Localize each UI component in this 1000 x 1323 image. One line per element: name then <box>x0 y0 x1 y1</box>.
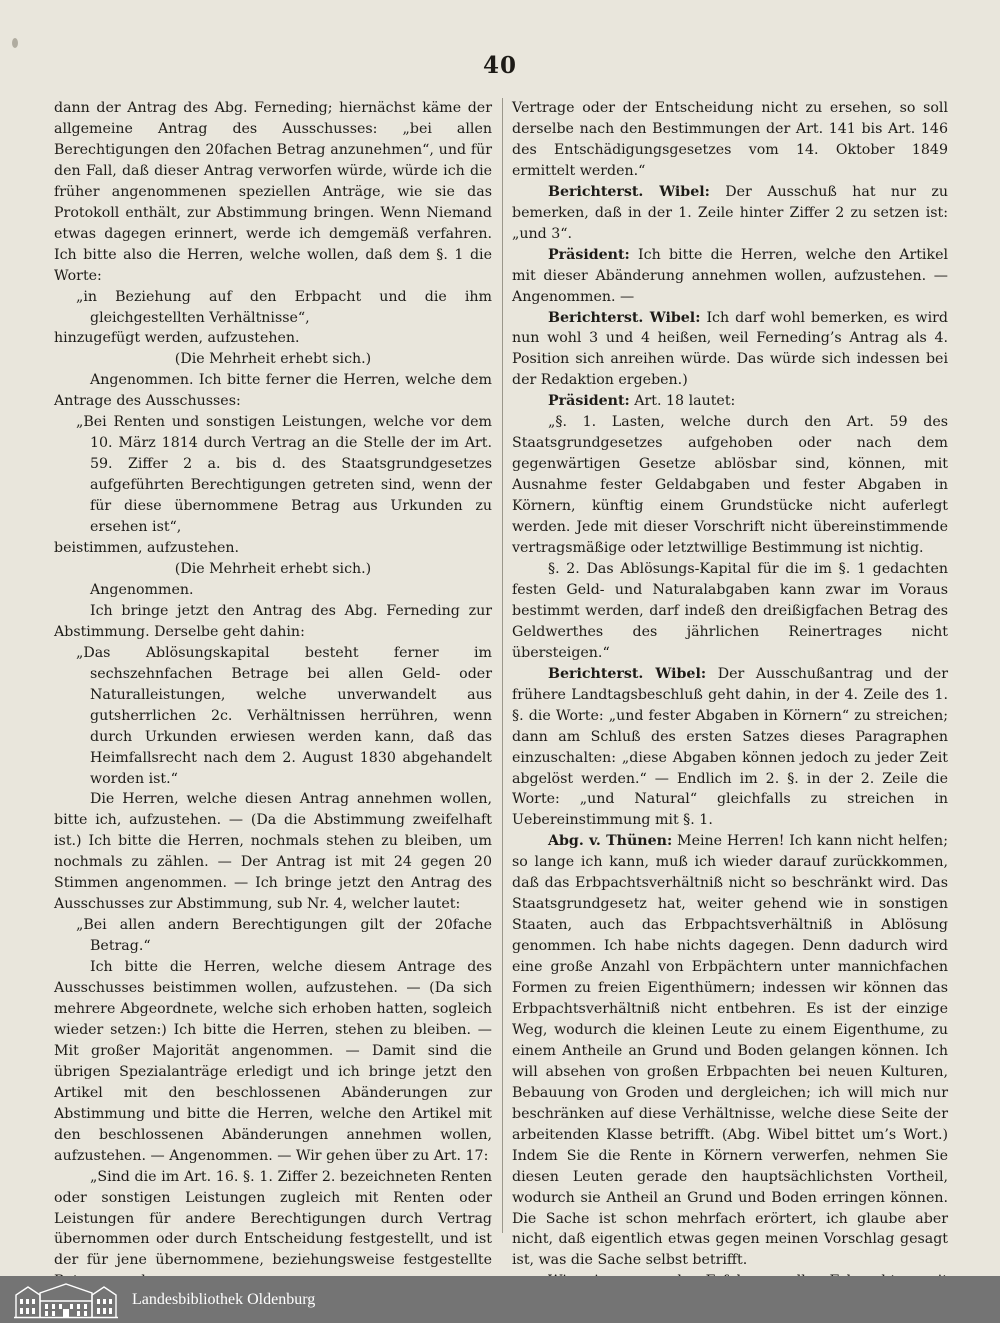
paragraph: Ich bitte die Herren, welche diesem Antrage des Ausschusses beistimmen wollen, aufzustehen. — (Da sich mehrere Abgeordnete, welche sich erhoben hatten, sogleich wieder setzen:) Ich bitte die Herren, stehen zu bleiben. — Mit großer Majorität angenommen. — Damit sind die übrigen Spezialanträge erledigt und ich bringe jetzt den Artikel mit den beschlossenen Abänderungen zur Abstimmung und bitte die Herren, welche den Artikel mit den beschlossenen Abänderungen annehmen wollen, aufzustehen. — Angenommen. — Wir gehen über zu Art. 17: <box>54 959 492 1164</box>
paragraph <box>512 245 948 308</box>
stage-direction: (Die Mehrheit erhebt sich.) <box>174 560 372 577</box>
paragraph: beistimmen, aufzustehen. <box>54 540 240 557</box>
speech-text: Art. 18 lautet: <box>634 393 736 410</box>
paragraph: Ich bringe jetzt den Antrag des Abg. Ferneding zur Abstimmung. Derselbe geht dahin: <box>54 602 492 640</box>
library-footer-bar <box>0 1276 1000 1323</box>
left-text-column <box>54 98 492 1269</box>
stage-direction: (Die Mehrheit erhebt sich.) <box>174 351 372 368</box>
paper-smudge <box>12 38 18 48</box>
library-building-icon <box>14 1281 118 1319</box>
paragraph: Vertrage oder der Entscheidung nicht zu ersehen, so soll derselbe nach den Bestimmungen der Art. 141 bis Art. 146 des Entschädigungsgesetzes vom 14. Oktober 1849 ermittelt werden.“ <box>512 100 948 179</box>
paragraph <box>512 391 948 412</box>
paragraph: Angenommen. <box>90 581 194 598</box>
right-text-column <box>512 98 949 1269</box>
paragraph: Die Herren, welche diesen Antrag annehmen wollen, bitte ich, aufzustehen. — (Da die Abstimmung zweifelhaft ist.) Ich bitte die Herren, nochmals stehen zu bleiben, um nochmals zu zählen. — Der Antrag ist mit 24 gegen 20 Stimmen angenommen. — Ich bringe jetzt den Antrag des Ausschusses zur Abstimmung, sub Nr. 4, welcher lautet: <box>54 791 492 913</box>
quoted-text: „§. 1. Lasten, welche durch den Art. 59 des Staatsgrundgesetzes aufgehoben oder nach dem gegenwärtigen Gesetze ablösbar sind, können, mit Ausnahme fester Geldabgaben und fester Abgaben in Körnern, künftig einem Grundstücke nicht auferlegt werden. Jede mit dieser Vorschrift nicht übereinstimmende vertragsmäßige oder letztwillige Bestimmung ist nichtig. <box>512 414 948 557</box>
paragraph <box>512 831 948 1271</box>
paragraph: dann der Antrag des Abg. Ferneding; hiernächst käme der allgemeine Antrag des Ausschusses: „bei allen Berechtigungen den 20fachen Betrag anzunehmen“, und für den Fall, daß dieser Antrag verworfen würde, würde ich die früher angenommenen speziellen Anträge, wie sie das Protokoll enthält, zur Abstimmung bringen. Wenn Niemand etwas dagegen erinnert, werde ich demgemäß verfahren. Ich bitte also die Herren, welche wollen, daß dem §. 1 die Worte: <box>54 100 492 284</box>
speaker-name: Abg. v. Thünen: <box>548 833 673 850</box>
page-number: 40 <box>482 52 517 79</box>
paragraph <box>512 182 948 245</box>
speech-text: Der Ausschußantrag und der frühere Landtagsbeschluß geht dahin, in der 4. Zeile des 1. §. die Worte: „und fester Abgaben in Körnern“ zu streichen; dann am Schluß des ersten Satzes dieses Paragraphen einzuschalten: „diese Abgaben können jedoch zu jeder Zeit abgelöst werden.“ — Endlich im 2. §. in der 2. Zeile die Worte: „und Natural“ gleichfalls zu streichen in Uebereinstimmung mit §. 1. <box>512 665 948 829</box>
speech-text: Meine Herren! Ich kann nicht helfen; so lange ich kann, muß ich wieder darauf zurückkommen, daß das Erbpachtsverhältniß nicht so beschränkt wird. Das Staatsgrundgesetz hat, weiter gehend wie in sonstigen Staaten, auch das Erbpachtsverhältniß in Ablösung genommen. Ich habe nichts dagegen. Denn dadurch wird eine große Anzahl von Erbpächtern unter mannichfachen Formen zu freien Eigenthümern; indessen wir können das Erbpachtsverhältniß nicht entbehren. Es ist der einzige Weg, wodurch die kleinen Leute zu einem Eigenthume, zu einem Antheile an Grund und Boden gelangen können. Ich will absehen von großen Erbpachten bei neuen Kulturen, Bebauung von Groden und dergleichen; ich will mich nur beschränken auf diese Verhältnisse, welche diese Seite der arbeitenden Klasse betrifft. (Abg. Wibel bittet um’s Wort.) Indem Sie die Rente in Körnern verwerfen, nehmen Sie diesen Leuten gerade den hauptsächlichsten Vortheil, wodurch sie Antheil an Grund und Boden erringen können. Die Sache ist schon mehrfach erörtert, ich glaube aber nicht, daß eigentlich etwas gegen meinen Vorschlag gesagt ist, was die Sache selbst betrifft. <box>512 833 948 1269</box>
quoted-text: „Sind die im Art. 16. §. 1. Ziffer 2. bezeichneten Renten oder sonstigen Leistungen zugleich mit Renten oder Leistungen für andere Berechtigungen durch Vertrag übernommen oder durch Entscheidung festgestellt, und ist der für jene übernommene, beziehungsweise festgestellte <box>54 1168 492 1269</box>
speech-text: Der Ausschuß hat nur zu bemerken, daß in der 1. Zeile hinter Ziffer 2 zu setzen ist: „und 3“. <box>512 183 948 242</box>
speaker-name: Präsident: <box>548 246 630 263</box>
speaker-name: Berichterst. Wibel: <box>548 309 701 326</box>
column-divider <box>502 98 503 1233</box>
paragraph <box>512 664 948 832</box>
speech-text: Ich bitte die Herren, welche den Artikel mit dieser Abänderung annehmen wollen, aufzustehen. — Angenommen. — <box>512 246 949 305</box>
speech-text: Ich darf wohl bemerken, es wird nun wohl 3 und 4 heißen, weil Ferneding’s Antrag als 4. Position sich anreihen würde. Das würde sich indessen bei der Redaktion ergeben.) <box>512 309 948 389</box>
library-name: Landesbibliothek Oldenburg <box>132 1290 316 1308</box>
quoted-text: „Bei allen andern Berechtigungen gilt der 20fache Betrag.“ <box>76 917 492 955</box>
quoted-text: „Bei Renten und sonstigen Leistungen, welche vor dem 10. März 1814 durch Vertrag an die Stelle der im Art. 59. Ziffer 2 a. bis d. des Staatsgrundgesetzes aufgeführten Berechtigungen getreten sind, wenn der für diese übernommene Betrag aus Urkunden zu ersehen ist“, <box>76 414 492 536</box>
quoted-text: „in Beziehung auf den Erbpacht und die ihm gleichgestellten Verhältnisse“, <box>76 288 492 326</box>
paragraph: hinzugefügt werden, aufzustehen. <box>54 330 300 347</box>
paragraph: Angenommen. Ich bitte ferner die Herren, welche dem Antrage des Ausschusses: <box>54 372 492 410</box>
speaker-name: Präsident: <box>548 393 630 410</box>
speaker-name: Berichterst. Wibel: <box>548 183 710 200</box>
speaker-name: Berichterst. Wibel: <box>548 665 707 682</box>
quoted-text: §. 2. Das Ablösungs-Kapital für die im §. 1 gedachten festen Geld- und Naturalabgaben kann zwar im Voraus bestimmt werden, darf indeß den dreißigfachen Betrag des Geldwerthes des jährlichen Reinertrages nicht übersteigen.“ <box>512 560 948 661</box>
paragraph <box>512 308 948 392</box>
quoted-text: „Das Ablösungskapital besteht ferner im sechszehnfachen Betrage bei allen Geld- oder Naturalleistungen, welche unverwandelt aus gutsherrlichen 2c. Verhältnissen herrühren, wenn durch Urkunden erwiesen werden kann, daß das Heimfallsrecht nach dem 2. August 1830 abgehandelt worden ist.“ <box>76 644 492 787</box>
